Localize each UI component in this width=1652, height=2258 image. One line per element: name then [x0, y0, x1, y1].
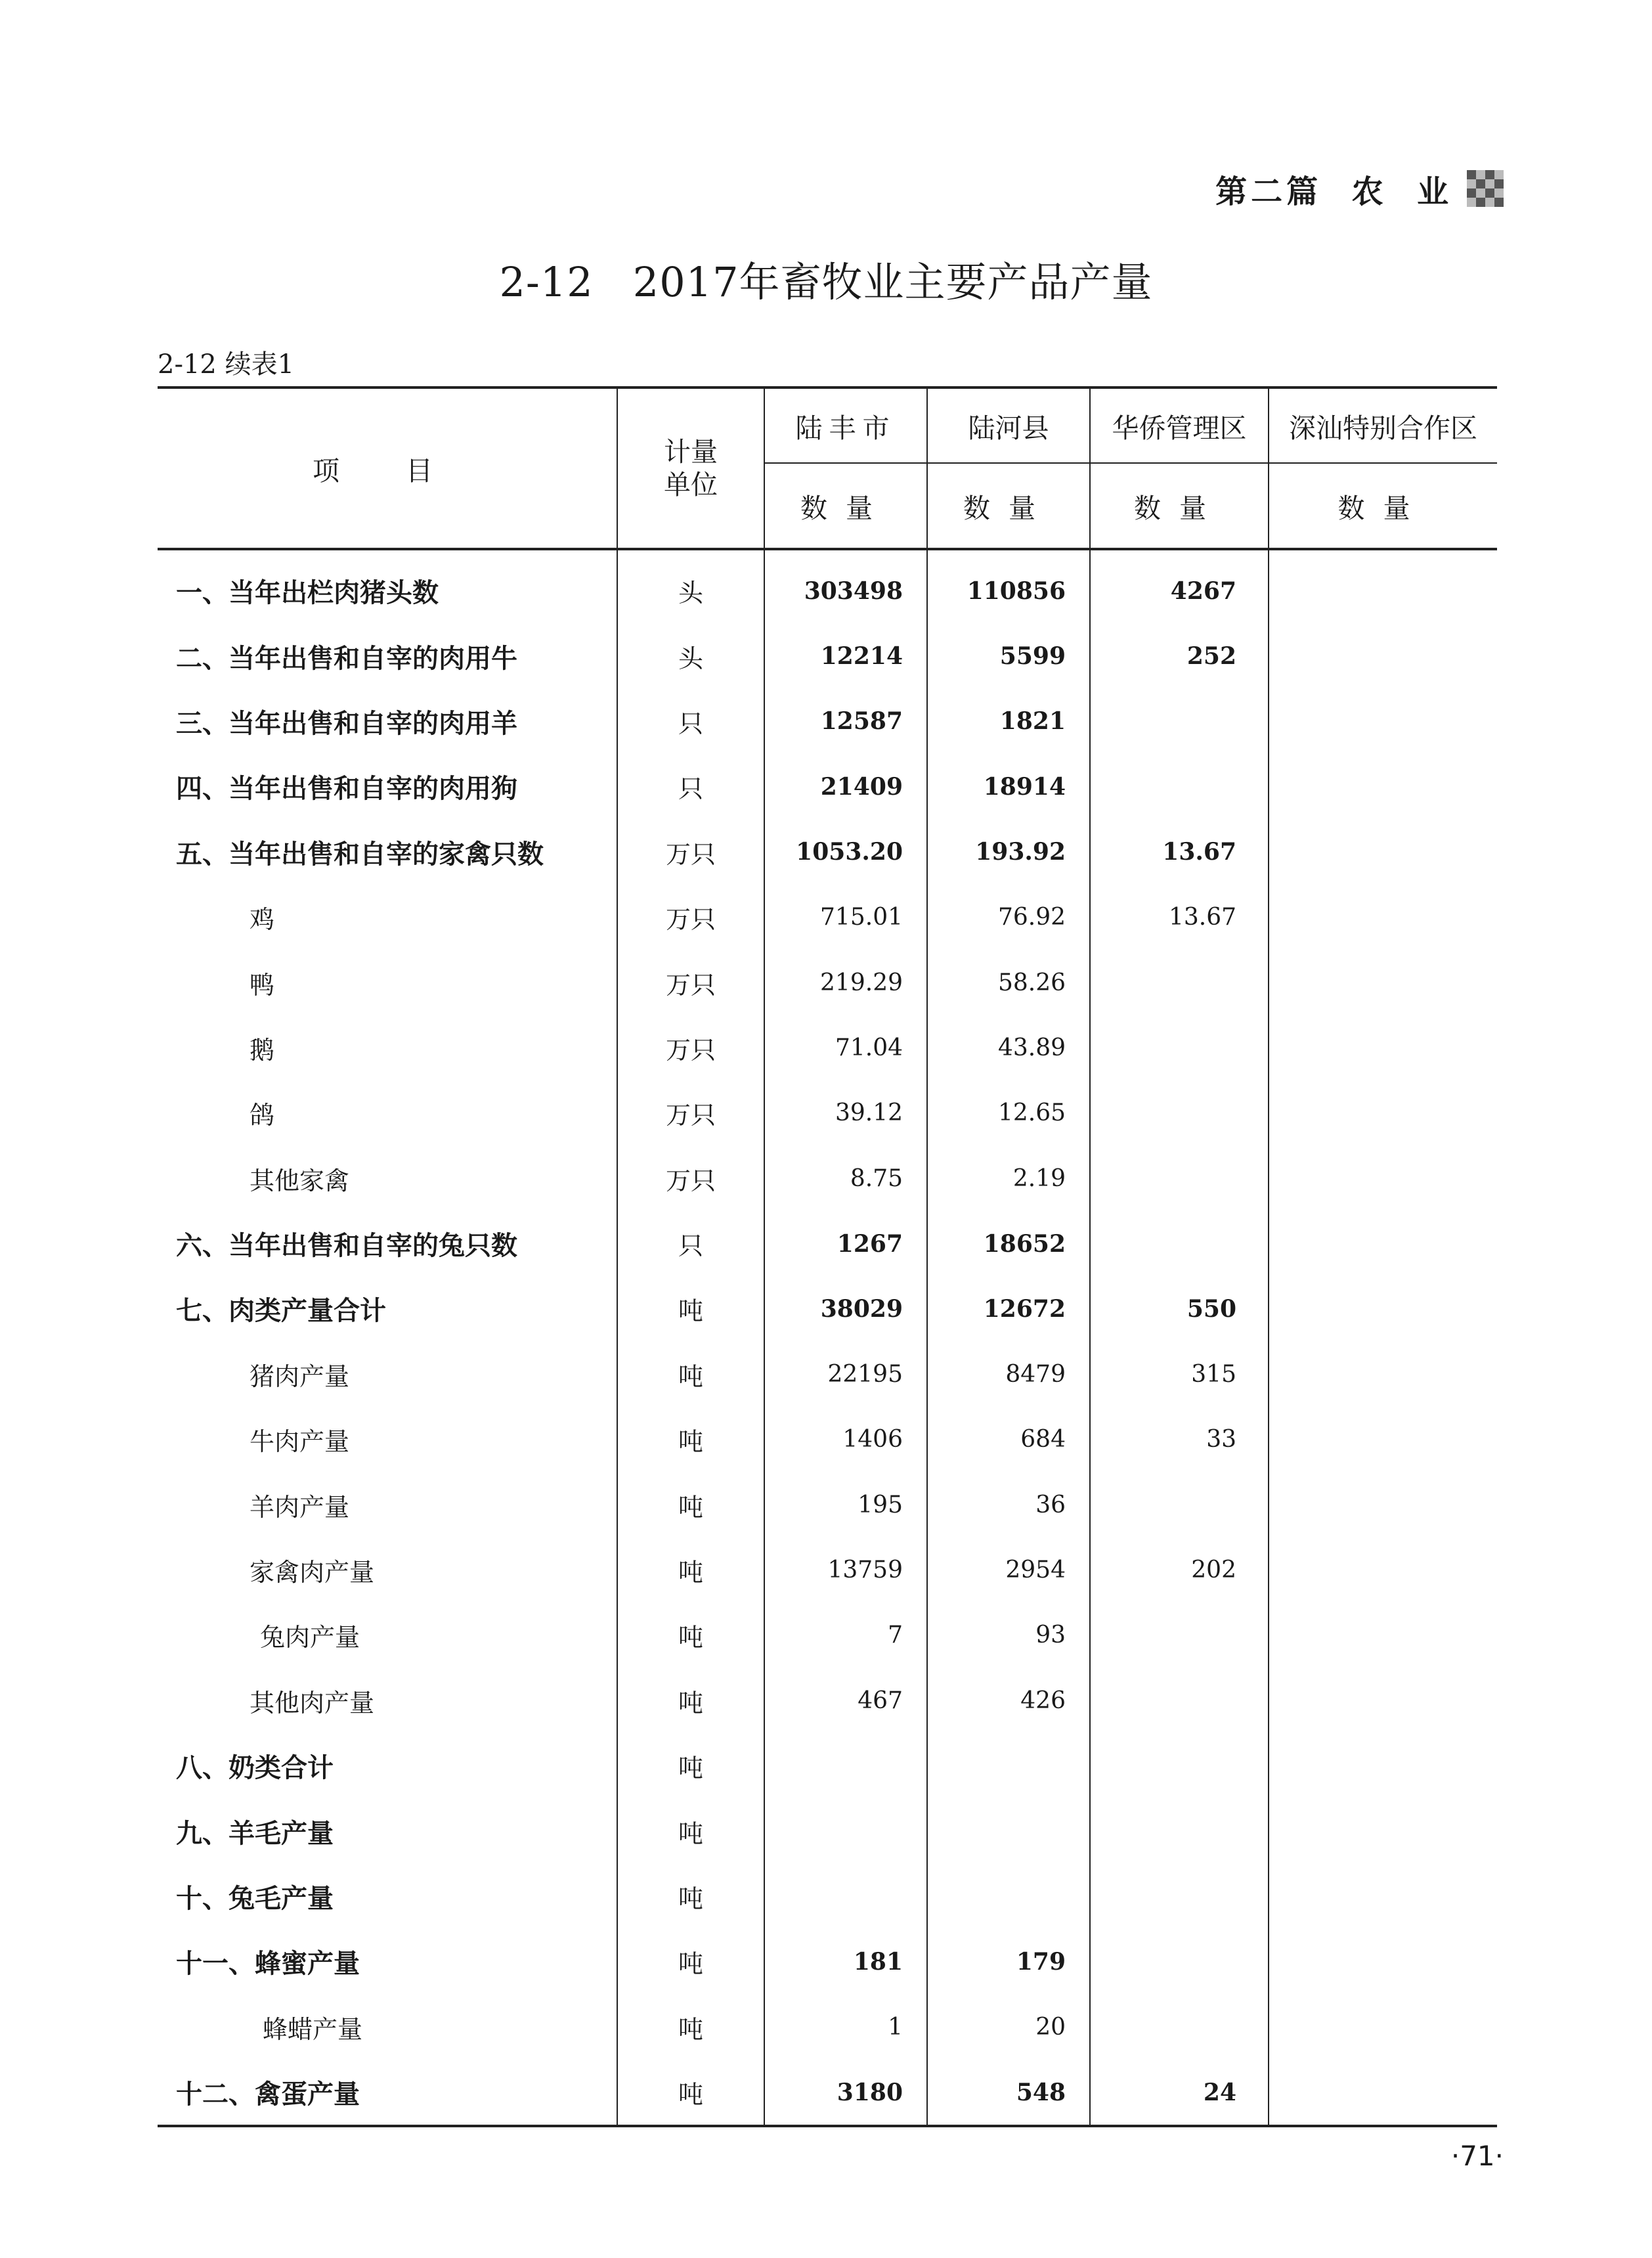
row-value: 202	[1090, 1538, 1269, 1603]
row-value	[927, 1733, 1090, 1798]
row-value: 71.04	[764, 1015, 927, 1080]
table-row	[158, 1733, 1497, 1798]
row-item: 牛肉产量	[158, 1407, 617, 1472]
row-value: 181	[764, 1929, 927, 1994]
table-body	[158, 549, 1497, 2126]
row-value: 12672	[927, 1276, 1090, 1341]
col-header-region: 华侨管理区	[1090, 387, 1269, 463]
row-value	[1269, 2060, 1497, 2126]
row-value	[1269, 1080, 1497, 1145]
row-value: 76.92	[927, 885, 1090, 950]
row-value	[1269, 623, 1497, 688]
row-value: 715.01	[764, 885, 927, 950]
row-item: 鸭	[158, 950, 617, 1015]
page-number: ·71·	[1450, 2140, 1504, 2172]
row-value: 20	[927, 1995, 1090, 2060]
row-value	[1090, 950, 1269, 1015]
row-value: 4267	[1090, 549, 1269, 623]
table-row	[158, 1146, 1497, 1211]
row-value	[1090, 1798, 1269, 1863]
row-value	[1090, 689, 1269, 754]
row-value	[1269, 1538, 1497, 1603]
row-unit: 吨	[617, 1538, 764, 1603]
row-value	[1269, 1211, 1497, 1276]
row-item: 兔肉产量	[158, 1603, 617, 1668]
row-value: 1821	[927, 689, 1090, 754]
table-row	[158, 885, 1497, 950]
row-unit: 万只	[617, 820, 764, 885]
row-unit: 万只	[617, 885, 764, 950]
col-header-item: 项 目	[158, 387, 617, 549]
row-value	[1090, 1472, 1269, 1537]
row-value: 8.75	[764, 1146, 927, 1211]
row-item: 五、当年出售和自宰的家禽只数	[158, 820, 617, 885]
checker-ornament-icon	[1467, 170, 1504, 207]
row-unit: 吨	[617, 1276, 764, 1341]
row-unit: 万只	[617, 1015, 764, 1080]
table-row	[158, 1538, 1497, 1603]
row-value	[927, 1864, 1090, 1929]
row-value	[1269, 950, 1497, 1015]
table-row	[158, 950, 1497, 1015]
row-value	[1269, 549, 1497, 623]
row-value: 219.29	[764, 950, 927, 1015]
row-value: 12214	[764, 623, 927, 688]
row-unit: 吨	[617, 1407, 764, 1472]
row-value: 13.67	[1090, 885, 1269, 950]
row-value	[1269, 754, 1497, 819]
row-item: 鹅	[158, 1015, 617, 1080]
row-unit: 万只	[617, 1080, 764, 1145]
row-item: 八、奶类合计	[158, 1733, 617, 1798]
row-value	[1090, 1668, 1269, 1733]
row-item: 二、当年出售和自宰的肉用牛	[158, 623, 617, 688]
row-value	[764, 1798, 927, 1863]
table-row	[158, 549, 1497, 623]
table-row	[158, 689, 1497, 754]
row-value: 21409	[764, 754, 927, 819]
row-value	[1090, 1733, 1269, 1798]
row-item: 一、当年出栏肉猪头数	[158, 549, 617, 623]
table-row	[158, 1080, 1497, 1145]
row-value: 93	[927, 1603, 1090, 1668]
row-value	[1269, 1668, 1497, 1733]
row-unit: 吨	[617, 1668, 764, 1733]
col-header-quantity: 数量	[1269, 463, 1497, 549]
row-value	[1269, 1407, 1497, 1472]
row-value: 38029	[764, 1276, 927, 1341]
row-item: 蜂蜡产量	[158, 1995, 617, 2060]
table-row	[158, 2060, 1497, 2126]
row-value	[1090, 1603, 1269, 1668]
table-row	[158, 1342, 1497, 1407]
row-value: 550	[1090, 1276, 1269, 1341]
row-value	[1269, 1864, 1497, 1929]
row-unit: 吨	[617, 1733, 764, 1798]
row-value: 43.89	[927, 1015, 1090, 1080]
row-item: 其他家禽	[158, 1146, 617, 1211]
col-header-region: 陆河县	[927, 387, 1090, 463]
table-row	[158, 754, 1497, 819]
row-value: 193.92	[927, 820, 1090, 885]
row-value: 548	[927, 2060, 1090, 2126]
section-title: 第二篇 农 业	[1215, 173, 1452, 210]
table-row	[158, 1798, 1497, 1863]
table-row	[158, 623, 1497, 688]
row-unit: 只	[617, 1211, 764, 1276]
row-item: 九、羊毛产量	[158, 1798, 617, 1863]
col-header-quantity: 数量	[764, 463, 927, 549]
row-item: 其他肉产量	[158, 1668, 617, 1733]
row-value	[1269, 1798, 1497, 1863]
row-value: 195	[764, 1472, 927, 1537]
section-header	[1215, 166, 1504, 211]
row-unit: 吨	[617, 1798, 764, 1863]
row-unit: 头	[617, 623, 764, 688]
row-item: 羊肉产量	[158, 1472, 617, 1537]
row-value: 58.26	[927, 950, 1090, 1015]
col-header-region: 陆丰市	[764, 387, 927, 463]
row-value: 22195	[764, 1342, 927, 1407]
col-header-unit	[617, 387, 764, 549]
row-item: 七、肉类产量合计	[158, 1276, 617, 1341]
row-value	[764, 1733, 927, 1798]
row-value: 252	[1090, 623, 1269, 688]
row-value: 1053.20	[764, 820, 927, 885]
col-header-quantity: 数量	[927, 463, 1090, 549]
row-item: 鸽	[158, 1080, 617, 1145]
table-row	[158, 1407, 1497, 1472]
table-row	[158, 1668, 1497, 1733]
row-item: 猪肉产量	[158, 1342, 617, 1407]
row-value	[1090, 1995, 1269, 2060]
row-item: 十、兔毛产量	[158, 1864, 617, 1929]
row-value: 12587	[764, 689, 927, 754]
row-value: 33	[1090, 1407, 1269, 1472]
row-unit: 万只	[617, 950, 764, 1015]
row-unit: 吨	[617, 1929, 764, 1994]
row-unit: 吨	[617, 1864, 764, 1929]
row-value: 13.67	[1090, 820, 1269, 885]
row-value	[1090, 1211, 1269, 1276]
table-subtitle: 2-12 续表1	[158, 349, 295, 380]
table-row	[158, 1211, 1497, 1276]
row-unit: 头	[617, 549, 764, 623]
row-value	[1269, 1929, 1497, 1994]
page-title	[0, 250, 1652, 308]
row-unit: 万只	[617, 1146, 764, 1211]
row-item: 四、当年出售和自宰的肉用狗	[158, 754, 617, 819]
row-value	[1090, 1015, 1269, 1080]
table-row	[158, 1603, 1497, 1668]
row-value: 1267	[764, 1211, 927, 1276]
row-value: 13759	[764, 1538, 927, 1603]
row-value: 2954	[927, 1538, 1090, 1603]
row-value	[1269, 1472, 1497, 1537]
row-unit: 吨	[617, 1995, 764, 2060]
row-value: 467	[764, 1668, 927, 1733]
row-value: 12.65	[927, 1080, 1090, 1145]
table-row	[158, 1929, 1497, 1994]
row-value: 1406	[764, 1407, 927, 1472]
table-row	[158, 1472, 1497, 1537]
row-value: 303498	[764, 549, 927, 623]
row-item: 六、当年出售和自宰的兔只数	[158, 1211, 617, 1276]
row-unit: 吨	[617, 1472, 764, 1537]
col-header-quantity: 数量	[1090, 463, 1269, 549]
data-table	[158, 386, 1497, 2127]
row-value	[1090, 754, 1269, 819]
row-value	[1090, 1146, 1269, 1211]
row-value: 7	[764, 1603, 927, 1668]
row-value	[1269, 1342, 1497, 1407]
row-value	[1090, 1080, 1269, 1145]
col-header-unit-line1: 计量	[664, 436, 718, 468]
row-item: 鸡	[158, 885, 617, 950]
table-row	[158, 820, 1497, 885]
row-value: 2.19	[927, 1146, 1090, 1211]
row-value	[1269, 1995, 1497, 2060]
table-title: 2017年畜牧业主要产品产量	[632, 258, 1153, 306]
row-value: 3180	[764, 2060, 927, 2126]
table-number: 2-12	[499, 258, 594, 306]
row-value: 18914	[927, 754, 1090, 819]
col-header-unit-line2: 单位	[664, 469, 718, 500]
table-row	[158, 1276, 1497, 1341]
row-item: 十一、蜂蜜产量	[158, 1929, 617, 1994]
row-value: 18652	[927, 1211, 1090, 1276]
row-item: 家禽肉产量	[158, 1538, 617, 1603]
row-value	[927, 1798, 1090, 1863]
row-value	[1269, 1146, 1497, 1211]
row-unit: 只	[617, 754, 764, 819]
row-value	[1269, 1015, 1497, 1080]
row-unit: 吨	[617, 1603, 764, 1668]
row-value: 5599	[927, 623, 1090, 688]
row-value: 24	[1090, 2060, 1269, 2126]
table-row	[158, 1864, 1497, 1929]
row-value: 426	[927, 1668, 1090, 1733]
row-value	[1090, 1929, 1269, 1994]
row-value	[764, 1864, 927, 1929]
row-value	[1269, 689, 1497, 754]
col-header-region: 深汕特别合作区	[1269, 387, 1497, 463]
row-value	[1269, 885, 1497, 950]
row-value	[1269, 820, 1497, 885]
row-value	[1090, 1864, 1269, 1929]
row-value	[1269, 1276, 1497, 1341]
row-value: 1	[764, 1995, 927, 2060]
row-value	[1269, 1603, 1497, 1668]
row-value: 39.12	[764, 1080, 927, 1145]
table-row	[158, 1015, 1497, 1080]
row-unit: 吨	[617, 1342, 764, 1407]
row-item: 十二、禽蛋产量	[158, 2060, 617, 2126]
row-unit: 吨	[617, 2060, 764, 2126]
table-row	[158, 1995, 1497, 2060]
row-value: 36	[927, 1472, 1090, 1537]
row-item: 三、当年出售和自宰的肉用羊	[158, 689, 617, 754]
row-value: 684	[927, 1407, 1090, 1472]
row-value	[1269, 1733, 1497, 1798]
row-value: 110856	[927, 549, 1090, 623]
row-value: 8479	[927, 1342, 1090, 1407]
row-unit: 只	[617, 689, 764, 754]
row-value: 315	[1090, 1342, 1269, 1407]
row-value: 179	[927, 1929, 1090, 1994]
